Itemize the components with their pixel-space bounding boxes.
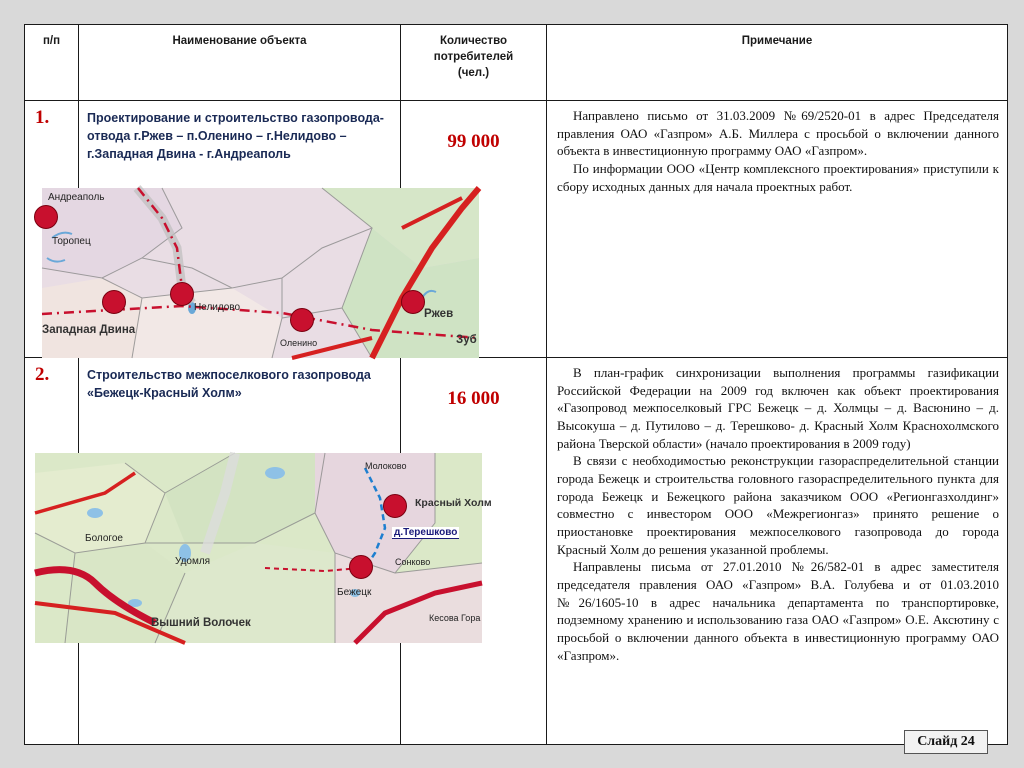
map-label: Красный Холм [415, 497, 492, 509]
map-marker [383, 494, 407, 518]
object-name: Проектирование и строительство газопровода-отвода г.Ржев – п.Оленино – г.Нелидово – г.Западная Двина - г.Андреаполь [87, 111, 384, 162]
consumers-count: 16 000 [447, 388, 500, 409]
slide-number: Слайд 24 [904, 730, 988, 754]
map-marker [170, 282, 194, 306]
map-label: Бологое [85, 533, 123, 544]
map-label: Молоково [365, 461, 407, 471]
map-label: Торопец [52, 236, 91, 247]
map2-graphic [35, 453, 482, 643]
note-paragraph: Направлено письмо от 31.03.2009 №69/2520-01 в адрес Председателя правления ОАО «Газпром» А.Б. Миллера с просьбой о включении данного объекта в инвестиционную программу ОАО «Газпром». [557, 108, 999, 159]
map-label: Кесова Гора [429, 613, 481, 623]
map-marker [290, 308, 314, 332]
header-name: Наименование объекта [79, 25, 401, 101]
consumers-count: 99 000 [447, 131, 500, 152]
header-qty [401, 25, 547, 101]
header-qty-line-2: потребителей [433, 51, 514, 64]
table-header-row [25, 25, 1008, 101]
header-num: п/п [25, 25, 79, 101]
map-label: Сонково [395, 557, 431, 567]
map-label: Западная Двина [42, 324, 136, 336]
note-paragraph: По информации ООО «Центр комплексного проектирования» приступили к сбору исходных данных для начала проектных работ. [557, 161, 999, 194]
note-paragraph: В план-график синхронизации выполнения программы газификации Российской Федерации на 2009 год включен как объект проектирования «Газопровод межпоселковый ГРС Бежецк – д. Холмцы – д. Васюнино – д. Высокуша – д. Путилово – д. Терешково- д. Красный Холм Краснохолмского района Тверской области» (начало проектирования в 2009 году) [557, 365, 999, 451]
map-marker [401, 290, 425, 314]
map-marker [34, 205, 58, 229]
note-paragraph: В связи с необходимостью реконструкции газораспределительной станции города Бежецк и строительства головного газораспределительного пункта для города Бежецк и Бежецкого района заказчиком ООО «Регионгазхолдинг» совместно с инвестором ООО «Межрегионгаз» принято решение о приостановке проектирования межпоселкового газопровода до города Красный Холм до решения указанной проблемы. [557, 453, 999, 557]
object-name: Строительство межпоселкового газопровода «Бежецк-Красный Холм» [87, 368, 371, 401]
map-marker [349, 555, 373, 579]
row-number: 2. [35, 364, 50, 385]
header-qty-line-3: (чел.) [457, 67, 490, 80]
map-label: Ржев [424, 308, 454, 320]
map-bezhetsk-krasny-kholm [35, 453, 492, 643]
map-label: Вышний Волочек [151, 617, 251, 629]
map-rzhev-andreapol [42, 188, 479, 358]
row-number: 1. [35, 107, 50, 128]
map-marker [102, 290, 126, 314]
map-label: Зуб [456, 334, 477, 346]
map-label: Андреаполь [48, 192, 105, 203]
note-paragraph: Направлены письма от 27.01.2010 №26/582-01 в адрес заместителя председателя правления ОАО «Газпром» В.А. Голубева и от 01.03.2010 №26/1605-10 в адрес начальника департамента по транспортировке, подземному хранению и использованию газа ОАО «Газпром» О.Е. Аксютину с просьбой о включении данного объекта в инвестиционную программу ОАО «Газпром». [557, 559, 999, 663]
map-label: Нелидово [194, 302, 241, 313]
tereshkovo-callout: д.Терешково [394, 527, 458, 538]
header-note: Примечание [547, 25, 1008, 101]
header-qty-line-1: Количество [439, 35, 508, 47]
map-label: Бежецк [337, 587, 372, 598]
map-label: Оленино [280, 338, 318, 348]
map-label: Удомля [175, 556, 211, 567]
